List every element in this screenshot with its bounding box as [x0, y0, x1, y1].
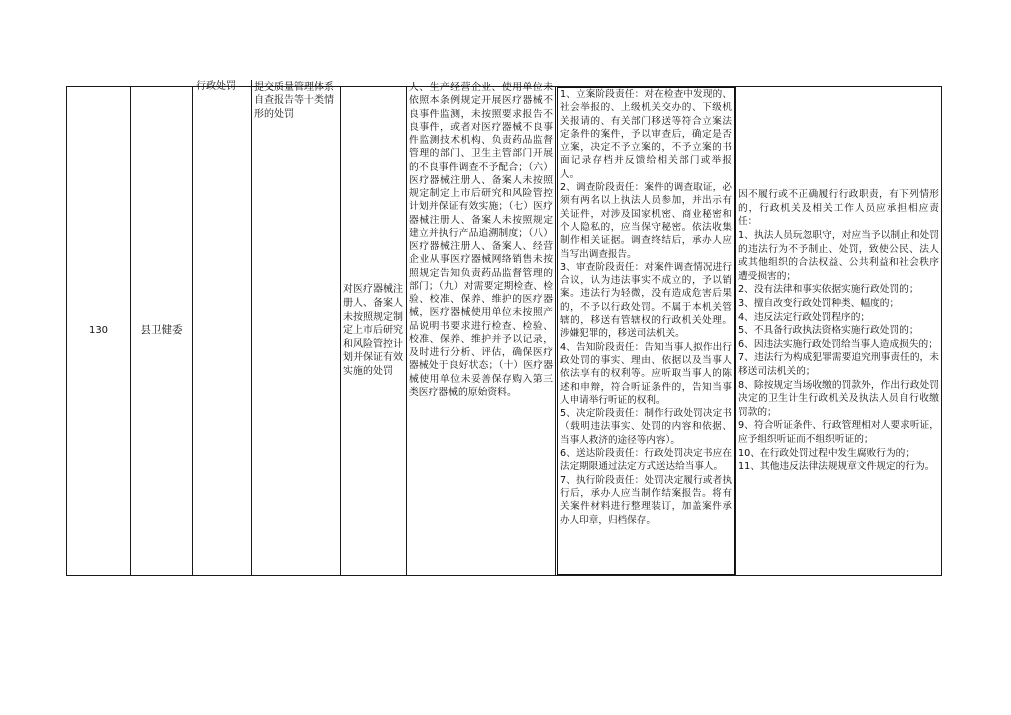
sub-item-cell [341, 87, 406, 575]
item-text: 提交质量管理体系自查报告等十类情形的处罚 [254, 82, 334, 120]
accountability-cell [736, 87, 941, 575]
basis-cell [407, 82, 555, 575]
responsibilities-cell [558, 88, 734, 574]
category-clip-cell [193, 81, 251, 107]
col-border-8 [941, 86, 942, 576]
table-bottom-border [66, 575, 941, 576]
responsibilities-text: 1、立案阶段责任：对在检查中发现的、社会举报的、上级机关交办的、下级机关报请的、有关部门移送等符合立案法定条件的案件，予以审查后，确定是否立案，决定不予立案的，不予立案的书面记录存档并反馈给相关部门或举报人。 2、调查阶段责任：案件的调查取证，必须有两名以上执法人员参加，并出示有关证件，对涉及国家机密、商业秘密和个人隐私的，应当保守秘密。依法收集制作相关证据。调查终结后，承办人应当写出调查报告。 3、审查阶段责任：对案件调查情况进行合议，认为违法事实不成立的，予以销案。违法行为轻微，没有造成危害后果的，不予以行政处罚。不属于本机关管辖的，移送有管辖权的行政机关处理。涉嫌犯罪的，移送司法机关。 4、告知阶段责任：告知当事人拟作出行政处罚的事实、理由、依据以及当事人依法享有的权利等。应听取当事人的陈述和申辩，符合听证条件的，告知当事人申请举行听证的权利。 5、决定阶段责任：制作行政处罚决定书（载明违法事实、处罚的内容和依据、当事人救济的途径等内容）。 6、送达阶段责任：行政处罚决定书应在法定期限通过法定方式送达给当事人。 7、执行阶段责任：处罚决定履行或者执行后，承办人应当制作结案报告。将有关案件材料进行整理装订，加盖案件承办人印章，归档保存。 [560, 89, 732, 526]
sub-item-text: 对医疗器械注册人、备案人未按照规定制定上市后研究和风险管控计划并保证有效实施的处罚 [343, 284, 403, 377]
col-border-2 [192, 86, 193, 576]
category-text: 行政处罚 [196, 81, 236, 92]
accountability-text: 因不履行或不正确履行行政职责，有下列情形的，行政机关及相关工作人员应承担相应责任： 1、执法人员玩忽职守，对应当予以制止和处罚的违法行为不予制止、处罚，致使公民、法人或其他组织的合法权益、公共利益和社会秩序遭受损害的； 2、没有法律和事实依据实施行政处罚的； 3、擅自改变行政处罚种类、幅度的； 4、违反法定行政处罚程序的； 5、不具备行政执法资格实施行政处罚的； 6、因违法实施行政处罚给当事人造成损失的； 7、违法行为构成犯罪需要追究刑事责任的，未移送司法机关的； 8、除按规定当场收缴的罚款外，作出行政处罚决定的卫生计生行政机关及执法人员自行收缴罚款的； 9、符合听证条件、行政管理相对人要求听证，应予组织听证而不组织听证的； 10、在行政处罚过程中发生腐败行为的； 11、其他违反法律法规规章文件规定的行为。 [738, 189, 939, 473]
item-clip-cell [252, 82, 340, 127]
col-border-3 [251, 80, 252, 576]
row-number: 130 [88, 325, 109, 337]
col-border-6 [555, 86, 556, 576]
basis-text: 人、生产经营企业、使用单位未依照本条例规定开展医疗器械不良事件监测，未按照要求报告不良事件，或者对医疗器械不良事件监测技术机构、负责药品监督管理的部门、卫生主管部门开展的不良事件调查不予配合；（六）医疗器械注册人、备案人未按照规定制定上市后研究和风险管控计划并保证有效实施；（七）医疗器械注册人、备案人未按照规定建立并执行产品追溯制度；（八）医疗器械注册人、备案人、经营企业从事医疗器械网络销售未按照规定告知负责药品监督管理的部门；（九）对需要定期检查、检验、校准、保养、维护的医疗器械，医疗器械使用单位未按照产品说明书要求进行检查、检验、校准、保养、维护并予以记录，及时进行分析、评估，确保医疗器械处于良好状态；（十）医疗器械使用单位未妥善保存购入第三类医疗器械的原始资料。 [409, 82, 553, 398]
department-cell: 县卫健委 [140, 324, 183, 337]
